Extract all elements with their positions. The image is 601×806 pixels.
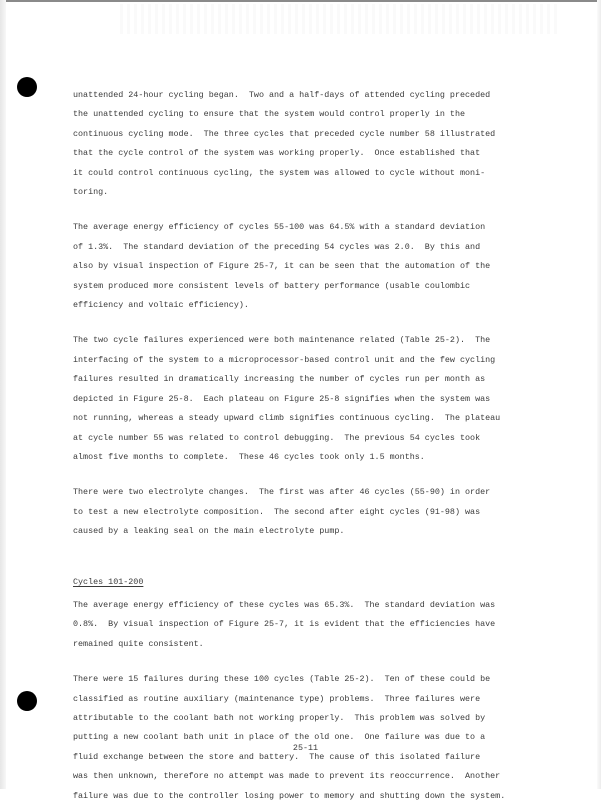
paragraph: The average energy efficiency of cycles 55-100 was 64.5% with a standard deviation of 1.3%. The standard deviation of the preceding 54 cycles was 2.0. By this and also by visual inspection of Figure 25-7, it can be seen that the automation of the system produced more consistent levels of battery performance (usable coulombic efficiency and voltaic efficiency). (73, 222, 491, 311)
page-number-text: 25-11 (292, 743, 319, 753)
page-body (73, 86, 595, 806)
scan-edge-top (0, 0, 601, 2)
paragraph: The average energy efficiency of these cycles was 65.3%. The standard deviation was 0.8%. By visual inspection of Figure 25-7, it is evident that the efficiencies have remained quite consistent. (73, 599, 496, 649)
paragraph: The two cycle failures experienced were both maintenance related (Table 25-2). The interfacing of the system to a microprocessor-based control unit and the few cycling failures resulted in dramatically increasing the number of cycles run per month as depicted in Figure 25-8. Each plateau on Figure 25-8 signifies when the system was not running, whereas a steady upward climb signifies continuous cycling. The plateau at cycle number 55 was related to control debugging. The previous 54 cycles took almost five months to complete. These 46 cycles took only 1.5 months. (73, 335, 501, 462)
paragraph: There were 15 failures during these 100 cycles (Table 25-2). Ten of these could be classified as routine auxiliary (maintenance type) problems. Three failures were attributable to the coolant bath not working properly. This problem was solved by putting a new coolant bath unit in place of the old one. One failure was due to a fluid exchange between the store and battery. The cause of this isolated failure was then unknown, therefore no attempt was made to prevent its reoccurrence. Another failure was due to the controller losing power to memory and shutting down the system. (73, 674, 506, 801)
page-number (0, 742, 601, 754)
section-heading: Cycles 101-200 (73, 576, 144, 587)
punch-hole-icon (17, 77, 37, 97)
scan-edge-left (0, 0, 6, 789)
bleed-through-text (120, 4, 560, 34)
scan-edge-right (597, 0, 601, 789)
punch-hole-icon (17, 691, 37, 711)
paragraph: unattended 24-hour cycling began. Two and a half-days of attended cycling preceded the unattended cycling to ensure that the system would control properly in the continuous cycling mode. The three cycles that preceded cycle number 58 illustrated that the cycle control of the system was working properly. Once established that it could control continuous cycling, the system was allowed to cycle without moni- toring. (73, 90, 496, 198)
paragraph: There were two electrolyte changes. The first was after 46 cycles (55-90) in order to test a new electrolyte composition. The second after eight cycles (91-98) was caused by a leaking seal on the main electrolyte pump. (73, 487, 491, 537)
